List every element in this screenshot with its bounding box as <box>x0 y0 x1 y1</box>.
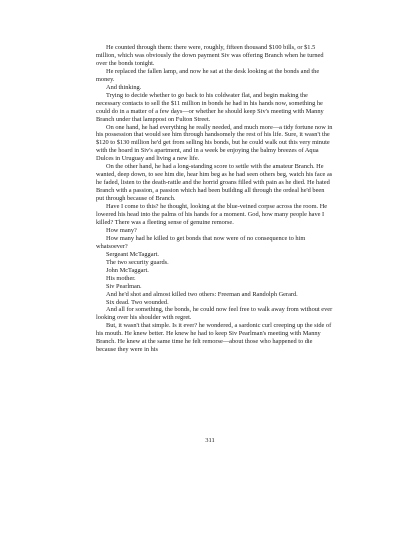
paragraph: And he'd shot and almost killed two others: Freeman and Randolph Gerard. <box>106 290 298 298</box>
paragraph: John McTaggart. <box>106 266 149 274</box>
paragraph: His mother. <box>106 274 136 282</box>
paragraph: But, it wasn't that simple. Is it ever? he wondered, a sardonic curl creeping up the side of his mouth. He knew better. He knew he had to keep Siv Pearlman's meeting with Manny Branch. He knew at the same time he felt remorse—about those who happened to die because they were in his <box>96 322 332 354</box>
paragraph: Sergeant McTaggart. <box>106 250 159 258</box>
paragraph: Six dead. Two wounded. <box>106 298 169 306</box>
paragraph: The two security guards. <box>106 258 169 266</box>
paragraph: Have I come to this? he thought, looking at the blue-veined corpse across the room. He lowered his head into the palms of his hands for a moment. God, how many people have I killed? There was a fleeting sense of genuine remorse. <box>96 203 328 226</box>
paragraph: On the other hand, he had a long-standing score to settle with the amateur Branch. He wanted, deep down, to see him die, hear him beg as he had seen others beg, watch his face as he faded, listen to the death-rattle and the horrid groans filled with pain as he died. He hated Branch with a passion, a passion which had been building all through the ordeal he'd been put through because of Branch. <box>96 163 333 203</box>
paragraph: Trying to decide whether to go back to his coldwater flat, and begin making the necessary contacts to sell the $11 million in bonds he had in his hands now, something he could do in a matter of a few days—or whether he should keep Siv's meeting with Manny Branch under that lamppost on Fulton Street. <box>96 91 324 123</box>
paragraph: On one hand, he had everything he really needed, and much more—a tidy fortune now in his possession that would see him through handsomely the rest of his life. Sure, it wasn't the $120 to $130 million he'd get from selling his bonds, but he could walk out this very minute with the hoard in Siv's apartment, and in a week be enjoying the balmy breezes of Aqua Dulces in Uruguay and living a new life. <box>96 123 333 163</box>
paragraph: He replaced the fallen lamp, and now he sat at the desk looking at the bonds and the money. <box>96 67 320 83</box>
paragraph: He counted through them: there were, roughly, fifteen thousand $100 bills, or $1.5 million, which was obviously the down payment Siv was offering Branch when he turned over the bonds tonight. <box>96 44 324 67</box>
page-number: 311 <box>205 437 215 444</box>
paragraph: And all for something, the bonds, he could now feel free to walk away from without ever looking over his shoulder with regret. <box>96 306 333 322</box>
paragraph: How many had he killed to get bonds that now were of no consequence to him whatsoever? <box>96 234 306 250</box>
paragraph: And thinking. <box>106 83 142 91</box>
paragraph: How many? <box>106 226 137 234</box>
body-text <box>96 44 334 354</box>
paragraph: Siv Pearlman. <box>106 282 142 290</box>
